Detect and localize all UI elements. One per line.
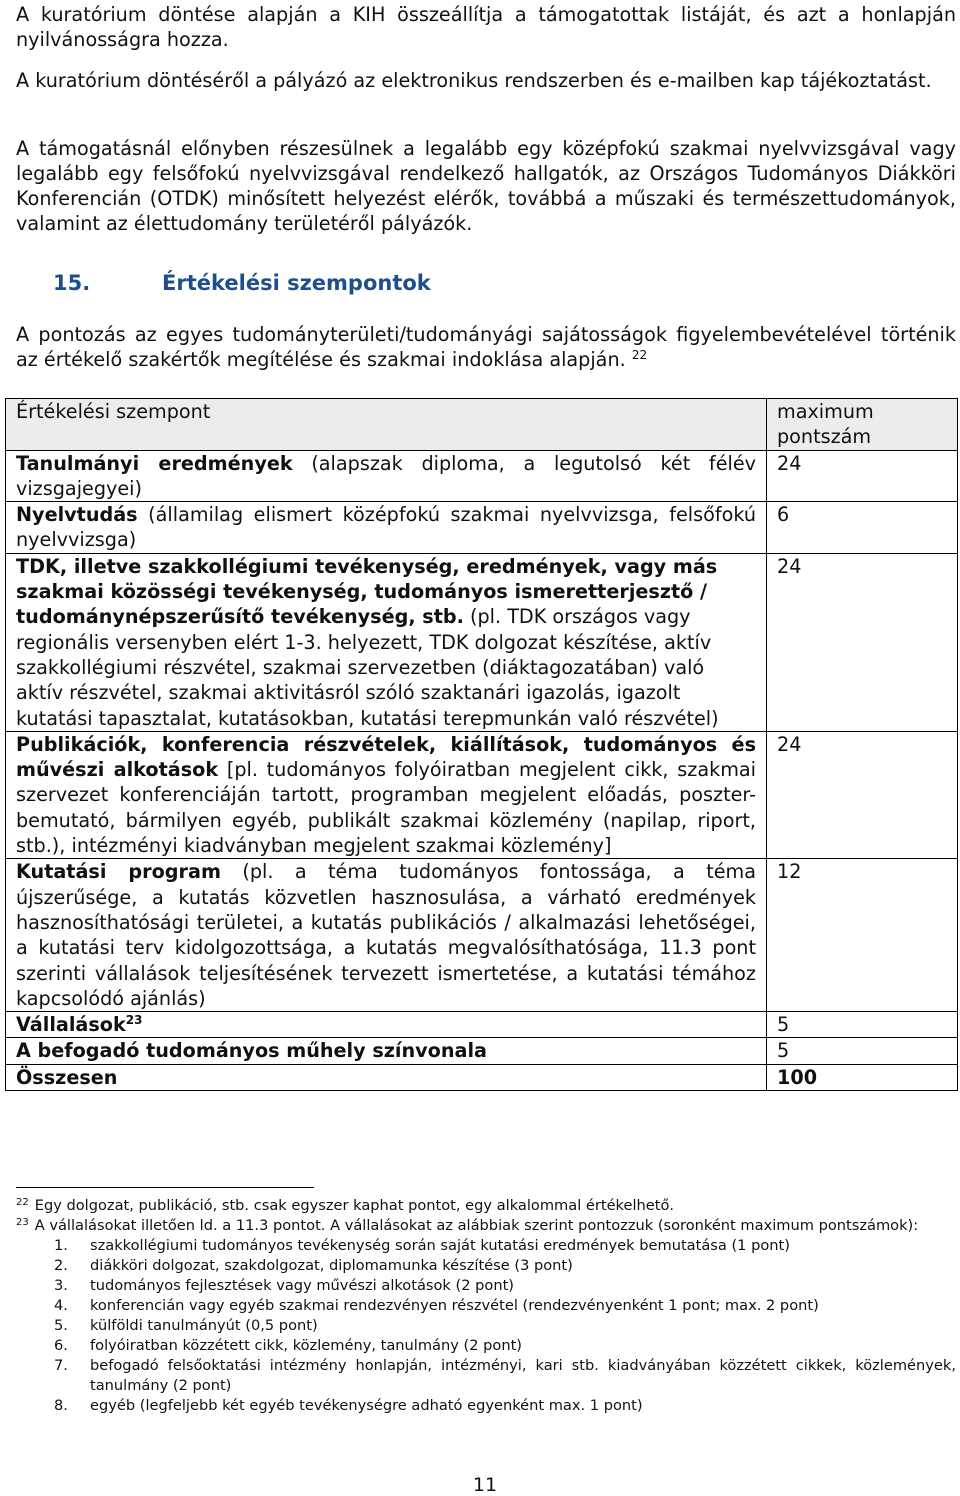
footnotes [16,1196,956,1416]
criterion-title: Tanulmányi eredmények [16,451,293,475]
table-row [6,731,958,858]
criterion-title: Kutatási program [16,860,221,884]
list-item [16,1256,956,1276]
list-item [16,1276,956,1296]
list-item-number: 2. [54,1257,68,1274]
list-item [16,1236,956,1256]
total-label: Összesen [6,1064,767,1090]
criterion-detail: (pl. a téma tudományos fontossága, a téma újszerűsége, a kutatás közvetlen hasznosulása, a várható eredmények hasznosíthatósági területei, a kutatás publikációs / alkalmazási lehetőségei, a kutatási terv kidolgozottsága, a kutatás megvalósíthatósága, 11.3 pont szerinti vállalások teljesítésének tervezett ismertetése, a kutatási témához kapcsolódó ajánlás) [16,860,756,1010]
footnote-ref-22[interactable]: 22 [631,348,648,362]
footnote-23-list [16,1236,956,1416]
list-item [16,1296,956,1316]
list-item [16,1356,956,1396]
criterion-title: Publikációk, konferencia részvételek, kiállítások, tudományos és művészi alkotások [16,732,756,782]
list-item [16,1316,956,1336]
footnote-number: 22 [16,1197,29,1208]
max-points-cell: 5 [767,1038,958,1064]
criterion-detail: (alapszak diploma, a legutolsó két félév vizsgajegyei) [16,451,756,500]
list-item-text: szakkollégiumi tudományos tevékenység során saját kutatási eredmények bemutatása (1 pont) [90,1237,790,1254]
list-item-number: 7. [54,1357,68,1374]
footnote-23 [16,1216,956,1236]
list-item-text: konferencián vagy egyéb szakmai rendezvényen részvétel (rendezvényenként 1 pont; max. 2 pont) [90,1297,819,1314]
criterion-cell [6,859,767,1012]
total-value: 100 [767,1064,958,1090]
paragraph-scoring-intro [16,322,956,372]
paragraph-list-publication: A kuratórium döntése alapján a KIH összeállítja a támogatottak listáját, és azt a honlapján nyilvánosságra hozza. [16,3,956,51]
section-number: 15. [53,271,91,295]
footnote-22 [16,1196,956,1216]
table-header-row [6,399,958,451]
criterion-cell [6,502,767,554]
list-item [16,1336,956,1356]
header-max-points: maximum pontszám [767,399,958,451]
max-points-cell: 24 [767,731,958,858]
criterion-detail: (államilag elismert középfokú szakmai nyelvvizsga, felsőfokú nyelvvizsga) [16,503,756,552]
criterion-cell: A befogadó tudományos műhely színvonala [6,1038,767,1064]
criterion-cell [6,1012,767,1038]
list-item [16,1396,956,1416]
footnote-ref-23[interactable]: 23 [125,1013,143,1028]
criterion-cell [6,450,767,502]
section-title: Értékelési szempontok [162,271,431,295]
table-row-total [6,1064,958,1090]
max-points-cell: 12 [767,859,958,1012]
footnote-text: A vállalásokat illetően ld. a 11.3 pontot. A vállalásokat az alábbiak szerint pontozzuk (soronként maximum pontszámok): [34,1217,919,1234]
paragraph-notification: A kuratórium döntéséről a pályázó az elektronikus rendszerben és e-mailben kap tájékoztatást. [16,69,932,92]
list-item-text: egyéb (legfeljebb két egyéb tevékenységre adható egyenként max. 1 pont) [90,1397,643,1414]
criterion-title: Nyelvtudás [16,503,138,527]
list-item-text: külföldi tanulmányút (0,5 pont) [90,1317,318,1334]
criterion-cell [6,731,767,858]
criterion-detail: (pl. TDK országos vagy regionális versenyben elért 1-3. helyezett, TDK dolgozat készítése, aktív szakkollégiumi részvétel, szakmai szervezetben (diáktagozatában) való aktív részvétel, szakmai aktivitásról szóló szaktanári igazolás, igazolt kutatási tapasztalat, kutatásokban, kutatási terepmunkán való részvétel) [16,605,719,730]
criterion-cell [6,553,767,731]
list-item-text: folyóiratban közzétett cikk, közlemény, tanulmány (2 pont) [90,1337,522,1354]
list-item-text: tudományos fejlesztések vagy művészi alkotások (2 pont) [90,1277,514,1294]
scoring-intro-text: A pontozás az egyes tudományterületi/tudományági sajátosságok figyelembevételével történik az értékelő szakértők megítélése és szakmai indoklása alapján. [16,323,956,371]
list-item-number: 4. [54,1297,68,1314]
paragraph-preference: A támogatásnál előnyben részesülnek a legalább egy középfokú szakmai nyelvvizsgával vagy legalább egy felsőfokú nyelvvizsgával rendelkező hallgatók, az Országos Tudományos Diákköri Konferencián (OTDK) minősített helyezést elérők, továbbá a műszaki és természettudományok, valamint az élettudomány területéről pályázók. [16,137,956,235]
max-points-cell: 24 [767,553,958,731]
list-item-text: diákköri dolgozat, szakdolgozat, diplomamunka készítése (3 pont) [90,1257,573,1274]
list-item-text: befogadó felsőoktatási intézmény honlapján, intézményi, kari stb. kiadványában közzétett cikkek, közlemények, tanulmány (2 pont) [90,1357,956,1394]
footnote-separator [16,1187,314,1188]
max-points-cell: 6 [767,502,958,554]
criterion-detail: [pl. tudományos folyóiratban megjelent cikk, szakmai szervezet konferenciáján tartott, programban megjelent előadás, poszter-bemutató, bármilyen egyéb, publikált szakmai közlemény (napilap, riport, stb.), intézményi kiadványban megjelent szakmai közlemény] [16,758,756,858]
section-heading [53,270,431,296]
list-item-number: 5. [54,1317,68,1334]
max-points-cell: 5 [767,1012,958,1038]
footnote-text: Egy dolgozat, publikáció, stb. csak egyszer kaphat pontot, egy alkalommal értékelhető. [34,1197,675,1214]
footnote-number: 23 [16,1217,29,1228]
list-item-number: 3. [54,1277,68,1294]
list-item-number: 6. [54,1337,68,1354]
table-row [6,553,958,731]
header-criterion: Értékelési szempont [6,399,767,451]
list-item-number: 1. [54,1237,68,1254]
table-row [6,859,958,1012]
page-number: 11 [472,1474,498,1496]
criterion-title: TDK, illetve szakkollégiumi tevékenység, eredmények, vagy más szakmai közösségi tevékenység, tudományos ismeretterjesztő / tudománynépszerűsítő tevékenység, stb. [16,554,718,629]
table-row-befogado [6,1038,958,1064]
vallalasok-label: Vállalások [16,1013,126,1037]
max-points-cell: 24 [767,450,958,502]
table-row [6,502,958,554]
evaluation-table [5,398,958,1091]
list-item-number: 8. [54,1397,68,1414]
table-row [6,450,958,502]
table-row-vallalasok [6,1012,958,1038]
